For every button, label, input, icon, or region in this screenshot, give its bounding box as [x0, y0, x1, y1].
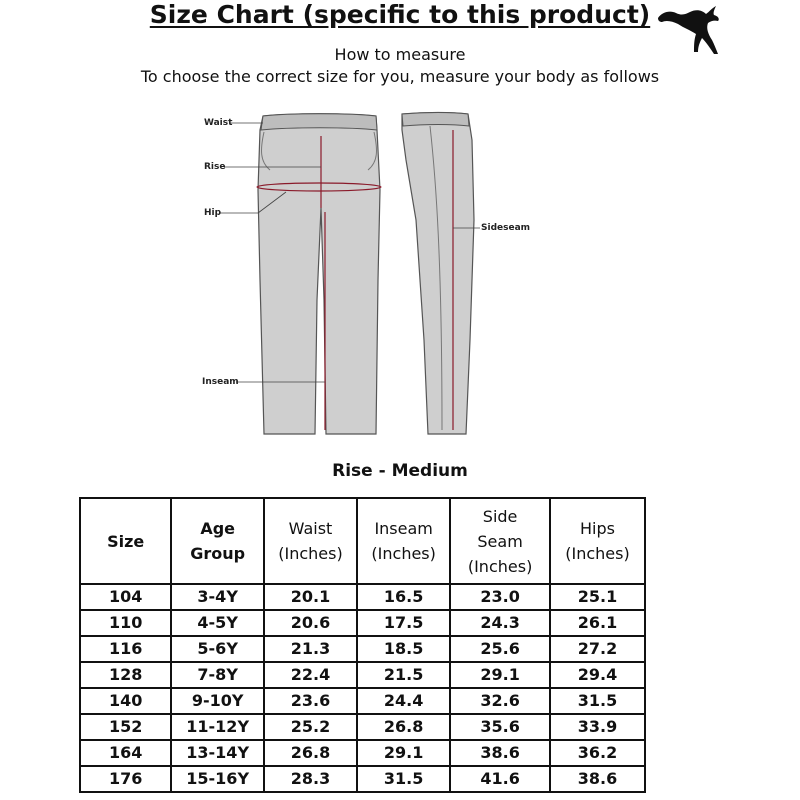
cell-waist: 23.6: [264, 688, 357, 714]
rise-label: Rise: [204, 162, 226, 172]
cell-size: 104: [80, 584, 171, 610]
cell-hips: 27.2: [550, 636, 645, 662]
cell-side-seam: 23.0: [450, 584, 550, 610]
cell-age: 7-8Y: [171, 662, 264, 688]
cell-inseam: 24.4: [357, 688, 450, 714]
how-to-measure-heading: How to measure: [334, 45, 466, 64]
cell-hips: 33.9: [550, 714, 645, 740]
pants-measurement-diagram: [190, 100, 540, 445]
page-title: Size Chart (specific to this product): [149, 0, 651, 29]
cell-age: 9-10Y: [171, 688, 264, 714]
table-row: [80, 714, 645, 740]
table-row: [80, 584, 645, 610]
cell-hips: 29.4: [550, 662, 645, 688]
header-inseam: Inseam (Inches): [357, 498, 450, 584]
cell-waist: 21.3: [264, 636, 357, 662]
cell-hips: 25.1: [550, 584, 645, 610]
cell-waist: 20.1: [264, 584, 357, 610]
cell-side-seam: 25.6: [450, 636, 550, 662]
cell-hips: 38.6: [550, 766, 645, 792]
cell-waist: 26.8: [264, 740, 357, 766]
table-row: [80, 766, 645, 792]
cell-side-seam: 24.3: [450, 610, 550, 636]
cell-age: 5-6Y: [171, 636, 264, 662]
cell-waist: 28.3: [264, 766, 357, 792]
cell-hips: 36.2: [550, 740, 645, 766]
cell-waist: 22.4: [264, 662, 357, 688]
cell-size: 164: [80, 740, 171, 766]
cell-age: 13-14Y: [171, 740, 264, 766]
cell-inseam: 31.5: [357, 766, 450, 792]
cell-size: 116: [80, 636, 171, 662]
rise-medium-heading: Rise - Medium: [332, 461, 468, 481]
pants-illustration: [190, 100, 540, 445]
header-age-group: Age Group: [171, 498, 264, 584]
table-header-row: [80, 498, 645, 584]
cell-size: 110: [80, 610, 171, 636]
inseam-label: Inseam: [202, 377, 239, 387]
cell-inseam: 21.5: [357, 662, 450, 688]
table-row: [80, 610, 645, 636]
header-side-seam: Side Seam (Inches): [450, 498, 550, 584]
front-pants-drawing: [257, 114, 381, 434]
cell-age: 3-4Y: [171, 584, 264, 610]
cell-age: 4-5Y: [171, 610, 264, 636]
cell-side-seam: 29.1: [450, 662, 550, 688]
cell-inseam: 17.5: [357, 610, 450, 636]
sideseam-label: Sideseam: [481, 223, 531, 233]
cell-inseam: 26.8: [357, 714, 450, 740]
size-chart-table: [79, 497, 646, 793]
cell-waist: 20.6: [264, 610, 357, 636]
cell-size: 152: [80, 714, 171, 740]
cell-inseam: 16.5: [357, 584, 450, 610]
table-row: [80, 636, 645, 662]
cell-side-seam: 35.6: [450, 714, 550, 740]
cell-age: 15-16Y: [171, 766, 264, 792]
table-row: [80, 688, 645, 714]
hip-label: Hip: [204, 208, 222, 218]
cell-size: 176: [80, 766, 171, 792]
cell-side-seam: 32.6: [450, 688, 550, 714]
header-size: Size: [80, 498, 171, 584]
table-row: [80, 662, 645, 688]
cell-side-seam: 41.6: [450, 766, 550, 792]
side-pants-drawing: [402, 113, 474, 435]
cell-inseam: 29.1: [357, 740, 450, 766]
waist-label: Waist: [204, 118, 233, 128]
cell-size: 128: [80, 662, 171, 688]
cell-hips: 26.1: [550, 610, 645, 636]
cell-side-seam: 38.6: [450, 740, 550, 766]
cell-size: 140: [80, 688, 171, 714]
cell-hips: 31.5: [550, 688, 645, 714]
cell-inseam: 18.5: [357, 636, 450, 662]
table-row: [80, 740, 645, 766]
header-hips: Hips (Inches): [550, 498, 645, 584]
measure-instruction: To choose the correct size for you, measure your body as follows: [140, 67, 660, 86]
header-waist: Waist (Inches): [264, 498, 357, 584]
cell-age: 11-12Y: [171, 714, 264, 740]
cell-waist: 25.2: [264, 714, 357, 740]
